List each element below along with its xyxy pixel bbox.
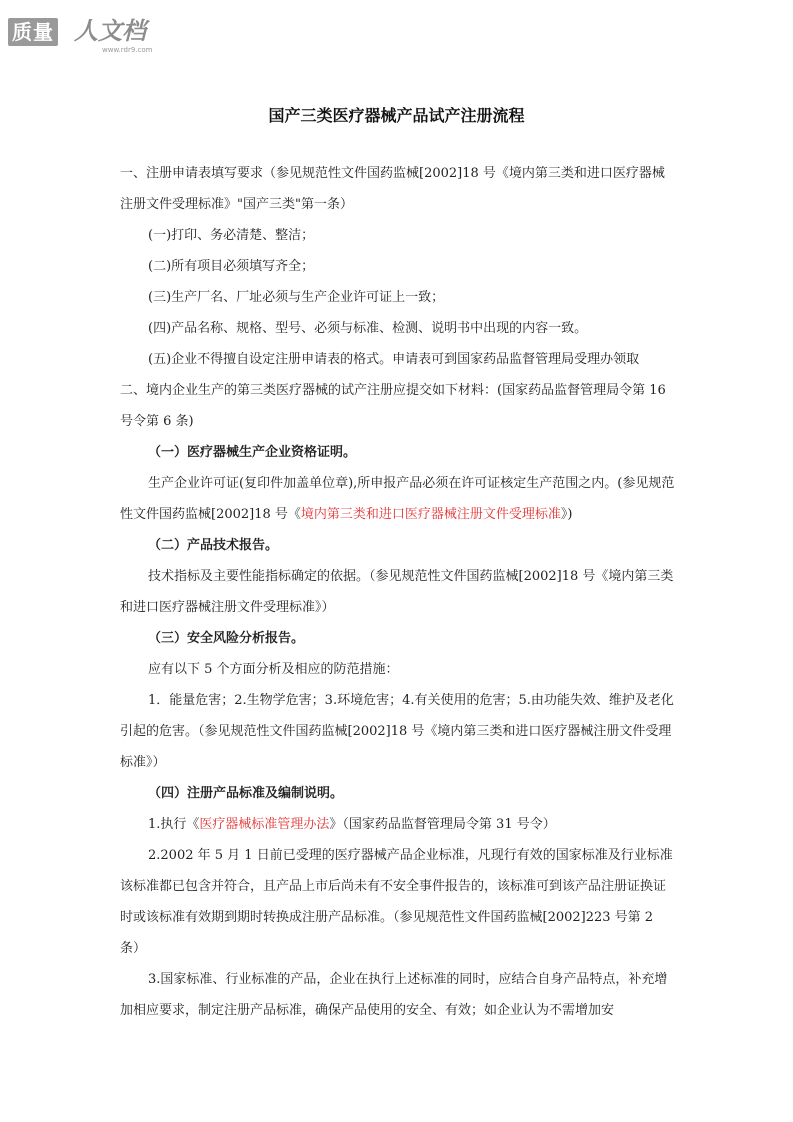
- subsection-2-text: 技术指标及主要性能指标确定的依据。（参见规范性文件国药监械[2002]18 号《境内第三类和进口医疗器械注册文件受理标准》）: [120, 569, 674, 615]
- subsection-4-item-3: 3.国家标准、行业标准的产品，企业在执行上述标准的同时，应结合自身产品特点，补充增加相应要求，制定注册产品标准，确保产品使用的安全、有效；如企业认为不需增加安: [120, 972, 668, 1018]
- page-title: 国产三类医疗器械产品试产注册流程: [268, 106, 525, 125]
- requirement-1: (一)打印、务必清楚、整洁；: [148, 228, 315, 243]
- requirement-4: (四)产品名称、规格、型号、必须与标准、检测、说明书中出现的内容一致。: [148, 321, 588, 336]
- subsection-4-item-1: [120, 809, 676, 840]
- subsection-4-heading: （四）注册产品标准及编制说明。: [148, 786, 344, 801]
- requirement-5: (五)企业不得擅自设定注册申请表的格式。申请表可到国家药品监督管理局受理办领取: [148, 352, 640, 367]
- standard-link[interactable]: 境内第三类和进口医疗器械注册文件受理标准: [300, 507, 561, 522]
- section-1-intro: 一、注册申请表填写要求（参见规范性文件国药监械[2002]18 号《境内第三类和进口医疗器械注册文件受理标准》"国产三类"第一条）: [120, 166, 665, 212]
- subsection-1-heading: （一）医疗器械生产企业资格证明。: [148, 445, 357, 460]
- subsection-4-item-2: 2.2002 年 5 月 1 日前已受理的医疗器械产品企业标准，凡现行有效的国家标准及行业标准该标准都已包含并符合，且产品上市后尚未有不安全事件报告的，该标准可到该产品注册证换证时或该标准有效期到期时转换成注册产品标准。（参见规范性文件国药监械[2002]223 号第 2 条）: [120, 848, 673, 956]
- requirement-3: (三)生产厂名、厂址必须与生产企业许可证上一致；: [148, 290, 445, 305]
- logo-url: www.rdr9.com: [102, 46, 153, 54]
- subsection-2-heading: （二）产品技术报告。: [148, 538, 279, 553]
- item-1-text-a: 1.执行《: [148, 817, 200, 832]
- regulation-link[interactable]: 医疗器械标准管理办法: [199, 817, 330, 832]
- document-body: [120, 158, 676, 1026]
- site-logo: [8, 12, 158, 52]
- logo-mark: 质量: [8, 18, 58, 46]
- subsection-1-text: [120, 468, 676, 530]
- subsection-1-text-a: 生产企业许可证(复印件加盖单位章),所申报产品必须在许可证核定生产范围之内。(参见规范性文件国药监械[2002]18 号《: [120, 476, 675, 522]
- requirement-2: (二)所有项目必须填写齐全；: [148, 259, 315, 274]
- logo-name: 人文档: [74, 17, 146, 45]
- subsection-1-text-b: 》): [560, 507, 573, 522]
- section-2-intro: 二、境内企业生产的第三类医疗器械的试产注册应提交如下材料：(国家药品监督管理局令第 16 号令第 6 条): [120, 383, 666, 429]
- subsection-3-heading: （三）安全风险分析报告。: [148, 631, 305, 646]
- subsection-3-text-2: 1．能量危害；2.生物学危害；3.环境危害；4.有关使用的危害；5.由功能失效、维护及老化引起的危害。（参见规范性文件国药监械[2002]18 号《境内第三类和进口医疗器械注册文件受理标准》）: [120, 693, 674, 770]
- subsection-3-text-1: 应有以下 5 个方面分析及相应的防范措施：: [148, 662, 399, 677]
- item-1-text-b: 》（国家药品监督管理局令第 31 号令）: [329, 817, 556, 832]
